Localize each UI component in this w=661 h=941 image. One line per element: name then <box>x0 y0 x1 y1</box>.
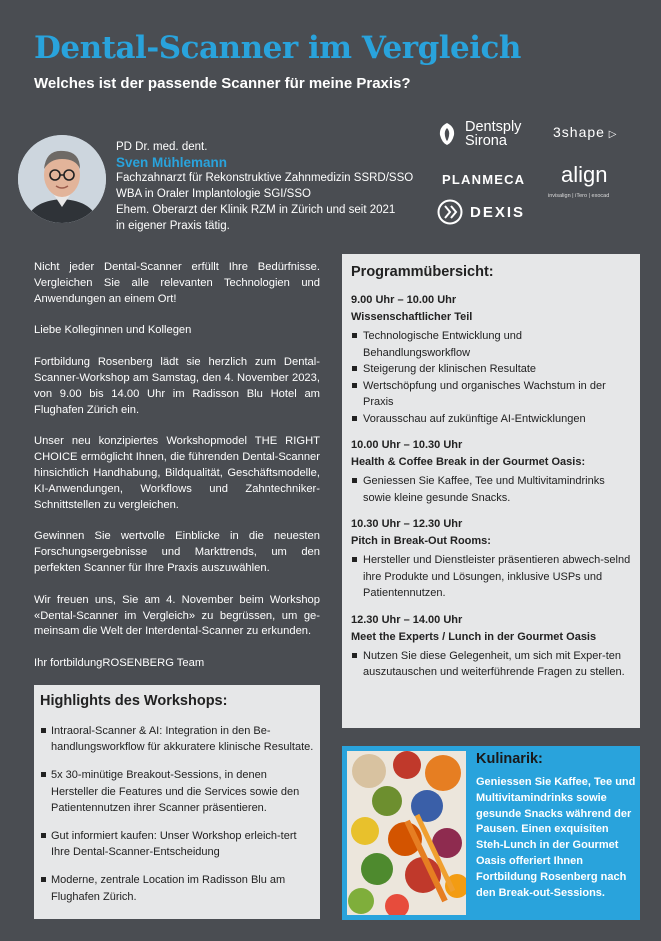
highlights-list <box>40 723 314 905</box>
dentsply-text: Dentsply <box>465 119 522 135</box>
3shape-logo <box>553 124 617 140</box>
page-title: Dental-Scanner im Vergleich <box>34 30 521 66</box>
session-title: Meet the Experts / Lunch in der Gourmet Oasis <box>351 630 597 643</box>
intro-paragraph: Liebe Kolleginnen und Kollegen <box>34 324 192 337</box>
session-time: 9.00 Uhr – 10.00 Uhr <box>351 294 457 306</box>
list-item: Moderne, zentrale Location im Radisson Blu am Flughafen Zürich. <box>40 872 314 904</box>
list-item: Gut informiert kaufen: Unser Workshop erleich-tert Ihre Dental-Scanner-Entscheidung <box>40 828 314 860</box>
intro-paragraph: Nicht jeder Dental-Scanner erfüllt Ihre Bedürfnisse. Vergleichen Sie alle relevanten Technologien und Anwendungen an einem Ort! <box>34 261 320 305</box>
dexis-circle-icon <box>437 199 463 225</box>
list-item: Technologische Entwicklung und Behandlungsworkflow <box>351 328 631 361</box>
list-item: Intraoral-Scanner & AI: Integration in den Be-handlungsworkflow für akkuratere klinische Resultate. <box>40 723 314 755</box>
kulinarik-panel <box>342 746 640 920</box>
food-image <box>347 751 466 915</box>
sirona-text: Sirona <box>465 133 507 149</box>
3shape-text: 3shape <box>553 124 605 140</box>
program-panel <box>342 254 640 728</box>
session-items <box>351 473 631 506</box>
intro-signature: Ihr fortbildungROSENBERG Team <box>34 657 205 670</box>
kulinarik-heading: Kulinarik: <box>476 751 543 767</box>
speaker-name: Sven Mühlemann <box>116 155 228 170</box>
list-item: Geniessen Sie Kaffee, Tee und Multivitamindrinks sowie kleine gesunde Snacks. <box>351 473 631 506</box>
list-item: Steigerung der klinischen Resultate <box>351 361 631 378</box>
session-items <box>351 328 631 427</box>
session-time: 12.30 Uhr – 14.00 Uhr <box>351 613 463 626</box>
align-logo: align <box>561 162 608 187</box>
session-time: 10.00 Uhr – 10.30 Uhr <box>351 439 463 451</box>
speaker-title: PD Dr. med. dent. <box>116 141 208 153</box>
triangle-icon: ▷ <box>604 129 618 140</box>
session-items <box>351 648 631 681</box>
speaker-line: WBA in Oraler Implantologie SGI/SSO <box>116 188 311 200</box>
list-item: Nutzen Sie diese Gelegenheit, um sich mit Exper-ten auszutauschen und weiterführende Fragen zu stellen. <box>351 648 631 681</box>
intro-paragraph: Fortbildung Rosenberg lädt sie herzlich zum Dental-Scanner-Workshop am Samstag, den 4. November 2023, von 9.00 bis 14.00 Uhr im Radisson Blu Hotel am Flughafen Zürich ein. <box>34 356 320 416</box>
program-heading: Programmübersicht: <box>351 264 494 280</box>
session-time: 10.30 Uhr – 12.30 Uhr <box>351 518 463 530</box>
intro-paragraph: Wir freuen uns, Sie am 4. November beim Workshop «Dental-Scanner im Vergleich» zu begrüssen, um ge-meinsam die Welt der Interdental-Scanner zu erkunden. <box>34 593 320 638</box>
align-brands: invisalign | iTero | exocad <box>548 193 610 199</box>
highlights-heading: Highlights des Workshops: <box>40 693 228 709</box>
planmeca-logo: PLANMECA <box>442 172 526 187</box>
speaker-line: in eigener Praxis tätig. <box>116 220 230 232</box>
speaker-line: Ehem. Oberarzt der Klinik RZM in Zürich und seit 2021 <box>116 204 396 216</box>
session-title: Wissenschaftlicher Teil <box>351 311 473 323</box>
speaker-line: Fachzahnarzt für Rekonstruktive Zahnmedizin SSRD/SSO <box>116 172 414 184</box>
dentsply-mark-icon <box>438 122 456 146</box>
highlights-panel <box>34 685 320 919</box>
session-title: Health & Coffee Break in der Gourmet Oasis: <box>351 456 586 468</box>
kulinarik-text: Geniessen Sie Kaffee, Tee und Multivitamindrinks sowie gesunde Snacks während der Pausen. Einen exquisiten Steh-Lunch in der Gourmet Oasis offeriert Ihnen Fortbildung Rosenberg nach den Break-out-Sessions. <box>476 776 636 899</box>
list-item: Vorausschau auf zukünftige AI-Entwicklungen <box>351 411 631 428</box>
speaker-info <box>116 139 413 234</box>
page-subtitle: Welches ist der passende Scanner für meine Praxis? <box>34 75 411 92</box>
session-title: Pitch in Break-Out Rooms: <box>351 535 491 547</box>
intro-paragraph: Unser neu konzipiertes Workshopmodel THE RIGHT CHOICE ermöglicht Ihnen, die führenden Dental-Scanner hinsichtlich Handhabung, Bildqualität, Geschäftsmodelle, KI-Anwendungen, Workflows und Zahntechniker-Schnittstellen zu vergleichen. <box>34 435 320 511</box>
intro-paragraph: Gewinnen Sie wertvolle Einblicke in die neuesten Forschungsergebnisse und Markttrends, um den perfekten Scanner für Ihre Praxis auszuwählen. <box>34 530 320 574</box>
intro-text <box>34 260 320 688</box>
session-items <box>351 552 631 602</box>
list-item: Hersteller und Dienstleister präsentieren abwech-selnd ihre Produkte und Lösungen, inklusive USPs und Patientennutzen. <box>351 552 631 602</box>
list-item: Wertschöpfung und organisches Wachstum in der Praxis <box>351 378 631 411</box>
list-item: 5x 30-minütige Breakout-Sessions, in denen Hersteller die Features und die Services sowie den Patientennutzen ihrer Scanner präsentieren. <box>40 767 314 816</box>
speaker-photo <box>18 135 106 223</box>
dexis-text: DEXIS <box>470 204 526 221</box>
